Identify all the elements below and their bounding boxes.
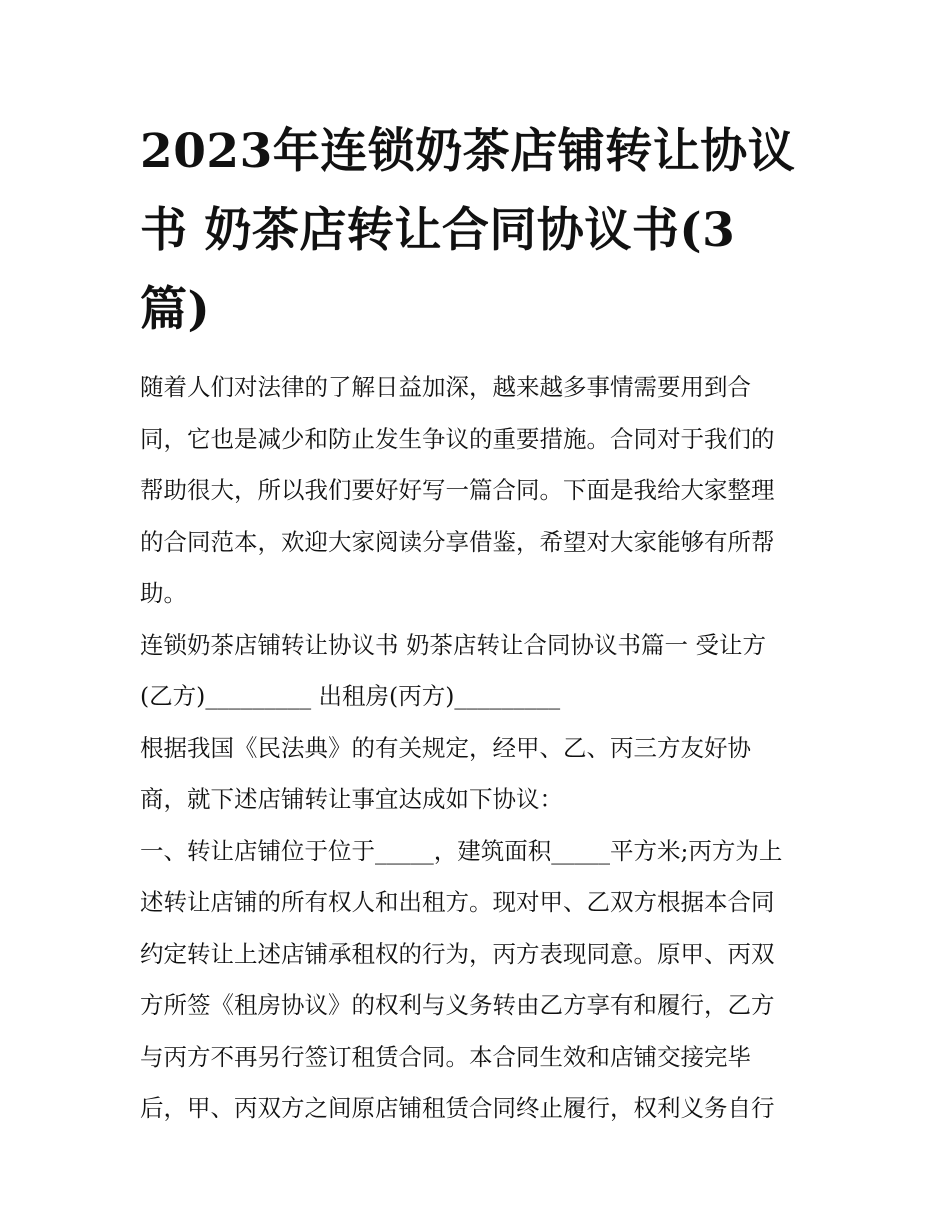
- document-title: [140, 112, 820, 349]
- body-line: 一、转让店铺位于位于_____，建筑面积_____平方米;丙方为上: [140, 836, 783, 865]
- body-line: 方所签《租房协议》的权利与义务转由乙方享有和履行，乙方: [140, 991, 775, 1019]
- title-line: 篇): [140, 282, 211, 337]
- body-line: 后，甲、丙双方之间原店铺租赁合同终止履行，权利义务自行: [140, 1094, 775, 1122]
- body-line: 连锁奶茶店铺转让协议书 奶茶店转让合同协议书篇一 受让方: [140, 630, 766, 659]
- body-line: 助。: [140, 579, 187, 607]
- body-line: 商，就下述店铺转让事宜达成如下协议：: [140, 785, 563, 813]
- body-line: 约定转让上述店铺承租权的行为，丙方表现同意。原甲、丙双: [140, 939, 775, 968]
- body-line: 随着人们对法律的了解日益加深，越来越多事情需要用到合: [140, 373, 751, 401]
- title-line: 2023年连锁奶茶店铺转让协议: [140, 124, 796, 179]
- document-body: [140, 362, 820, 1135]
- body-line: 帮助很大，所以我们要好好写一篇合同。下面是我给大家整理: [140, 476, 775, 504]
- body-line: 的合同范本，欢迎大家阅读分享借鉴，希望对大家能够有所帮: [140, 527, 775, 556]
- title-line: 书 奶茶店转让合同协议书(3: [140, 203, 736, 258]
- body-line: 与丙方不再另行签订租赁合同。本合同生效和店铺交接完毕: [140, 1042, 751, 1071]
- body-line: 述转让店铺的所有权人和出租方。现对甲、乙双方根据本合同: [140, 888, 775, 916]
- body-line: 同，它也是减少和防止发生争议的重要措施。合同对于我们的: [140, 424, 775, 453]
- document-page: [140, 112, 820, 1135]
- body-line: 根据我国《民法典》的有关规定，经甲、乙、丙三方友好协: [140, 733, 751, 762]
- body-line: (乙方)_________ 出租房(丙方)_________: [140, 682, 561, 710]
